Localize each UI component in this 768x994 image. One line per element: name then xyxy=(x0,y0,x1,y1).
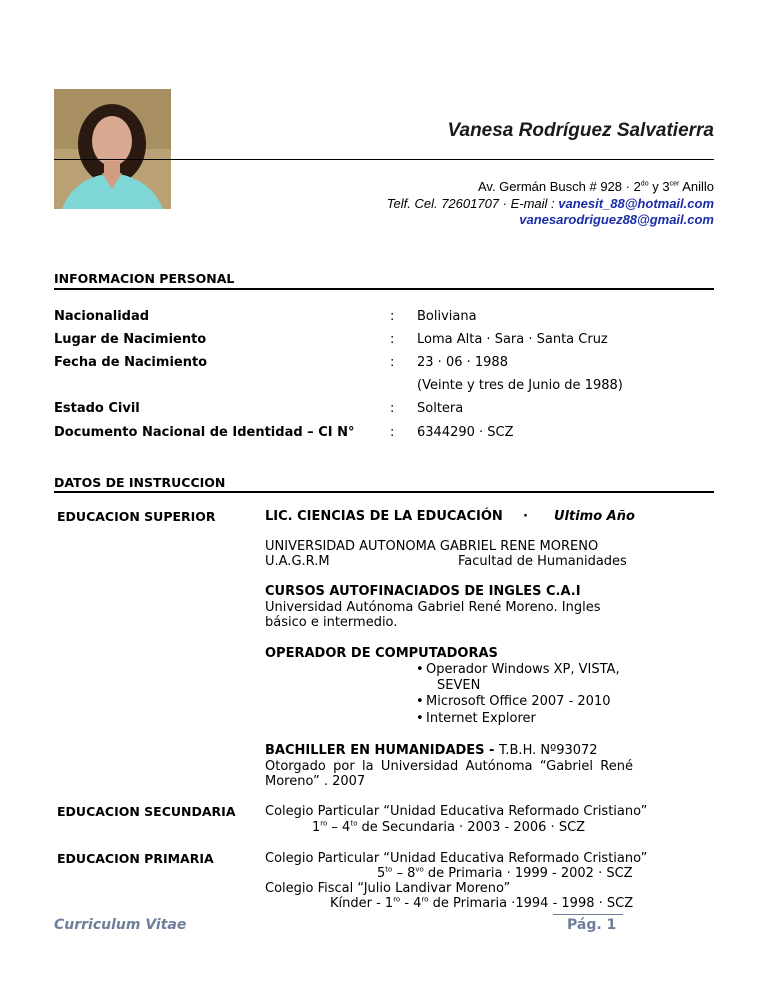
primaria-sup: to xyxy=(385,865,393,874)
primaria-text: – 8 xyxy=(392,866,416,881)
header-divider xyxy=(54,159,714,160)
label-educacion-superior: EDUCACION SUPERIOR xyxy=(57,509,216,524)
uagrm-line-2a: U.A.G.R.M xyxy=(265,554,330,569)
address-text: Av. Germán Busch # 928 · 2 xyxy=(477,179,641,194)
lic-year: Ultimo Año xyxy=(554,509,635,524)
operador-item-text: Microsoft Office 2007 - 2010 xyxy=(426,694,611,709)
lic-separator: · xyxy=(523,509,528,524)
colon: : xyxy=(390,401,395,416)
operador-item-text: Operador Windows XP, VISTA, xyxy=(426,662,620,677)
value-lugar-nacimiento: Loma Alta · Sara · Santa Cruz xyxy=(417,332,608,347)
value-fecha-texto: (Veinte y tres de Junio de 1988) xyxy=(417,378,623,393)
operador-title: OPERADOR DE COMPUTADORAS xyxy=(265,646,498,661)
section-divider-education xyxy=(54,491,714,493)
secundaria-line-1: Colegio Particular “Unidad Educativa Reformado Cristiano” xyxy=(265,804,648,819)
primaria-sup: ro xyxy=(393,895,401,904)
footer-rule xyxy=(553,914,623,915)
value-nacionalidad: Boliviana xyxy=(417,309,477,324)
section-heading-personal: INFORMACION PERSONAL xyxy=(54,271,235,286)
label-lugar-nacimiento: Lugar de Nacimiento xyxy=(54,332,207,347)
candidate-name: Vanesa Rodríguez Salvatierra xyxy=(447,120,714,141)
label-estado-civil: Estado Civil xyxy=(54,401,140,416)
label-fecha-nacimiento: Fecha de Nacimiento xyxy=(54,355,208,370)
address-text: Anillo xyxy=(679,179,714,194)
bachiller-line xyxy=(265,743,598,758)
primaria-text: 5 xyxy=(377,866,386,881)
label-nacionalidad: Nacionalidad xyxy=(54,309,150,324)
operador-item xyxy=(426,711,536,726)
phone-email-line xyxy=(387,196,714,211)
label-documento: Documento Nacional de Identidad – CI N° xyxy=(54,425,355,440)
address-sup: do xyxy=(640,180,649,188)
bachiller-title: BACHILLER EN HUMANIDADES - xyxy=(265,743,499,758)
cursos-title: CURSOS AUTOFINACIADOS DE INGLES C.A.I xyxy=(265,584,581,599)
primaria-line-2 xyxy=(377,866,633,881)
bachiller-detail-2: Moreno” . 2007 xyxy=(265,774,366,789)
section-heading-education: DATOS DE INSTRUCCION xyxy=(54,475,226,490)
value-documento: 6344290 · SCZ xyxy=(417,425,514,440)
primaria-text: Kínder - 1 xyxy=(330,896,394,911)
operador-item xyxy=(426,694,611,709)
page-number: Pág. 1 xyxy=(567,917,617,933)
label-educacion-primaria: EDUCACION PRIMARIA xyxy=(57,851,214,866)
footer-title: Curriculum Vitae xyxy=(54,917,187,933)
lic-title: LIC. CIENCIAS DE LA EDUCACIÓN xyxy=(265,509,503,524)
primaria-sup: ro xyxy=(421,895,429,904)
secundaria-sup: ro xyxy=(320,819,328,828)
colon: : xyxy=(390,425,395,440)
primaria-line-1: Colegio Particular “Unidad Educativa Reformado Cristiano” xyxy=(265,851,648,866)
email-link-1[interactable]: vanesit_88@hotmail.com xyxy=(558,196,714,211)
primaria-text: - 4 xyxy=(400,896,422,911)
operador-item-text: Internet Explorer xyxy=(426,711,536,726)
bachiller-number: T.B.H. Nº93072 xyxy=(498,743,598,758)
uagrm-line-2b: Facultad de Humanidades xyxy=(458,554,627,569)
label-educacion-secundaria: EDUCACION SECUNDARIA xyxy=(57,804,236,819)
cursos-line-2: básico e intermedio. xyxy=(265,615,398,630)
email-line-2 xyxy=(519,212,714,227)
portrait-image xyxy=(54,89,171,209)
cursos-line-1: Universidad Autónoma Gabriel René Moreno. Ingles xyxy=(265,600,601,615)
primaria-line-3: Colegio Fiscal “Julio Landivar Moreno” xyxy=(265,881,511,896)
secundaria-sup: to xyxy=(350,819,358,828)
value-estado-civil: Soltera xyxy=(417,401,464,416)
colon: : xyxy=(390,332,395,347)
secundaria-text: de Secundaria · 2003 - 2006 · SCZ xyxy=(357,820,586,835)
primaria-text: de Primaria ·1994 - 1998 · SCZ xyxy=(428,896,634,911)
phone-text: Telf. Cel. 72601707 · E-mail : xyxy=(386,196,559,211)
primaria-text: de Primaria · 1999 - 2002 · SCZ xyxy=(423,866,633,881)
bachiller-detail-1: Otorgado por la Universidad Autónoma “Gabriel René xyxy=(265,759,633,774)
operador-item-cont: SEVEN xyxy=(437,678,481,693)
section-divider-personal xyxy=(54,288,714,290)
address-line xyxy=(478,179,714,194)
primaria-sup: vo xyxy=(415,865,424,874)
secundaria-text: 1 xyxy=(312,820,321,835)
profile-photo xyxy=(54,89,171,209)
secundaria-line-2 xyxy=(312,820,585,835)
address-sup: cer xyxy=(669,180,680,188)
secundaria-text: – 4 xyxy=(327,820,351,835)
address-text: y 3 xyxy=(648,179,670,194)
colon: : xyxy=(390,355,395,370)
value-fecha-nacimiento: 23 · 06 · 1988 xyxy=(417,355,508,370)
uagrm-line-1: UNIVERSIDAD AUTONOMA GABRIEL RENE MORENO xyxy=(265,539,599,554)
colon: : xyxy=(390,309,395,324)
primaria-line-4 xyxy=(330,896,633,911)
email-link-2[interactable]: vanesarodriguez88@gmail.com xyxy=(519,212,714,227)
operador-item xyxy=(426,662,620,677)
